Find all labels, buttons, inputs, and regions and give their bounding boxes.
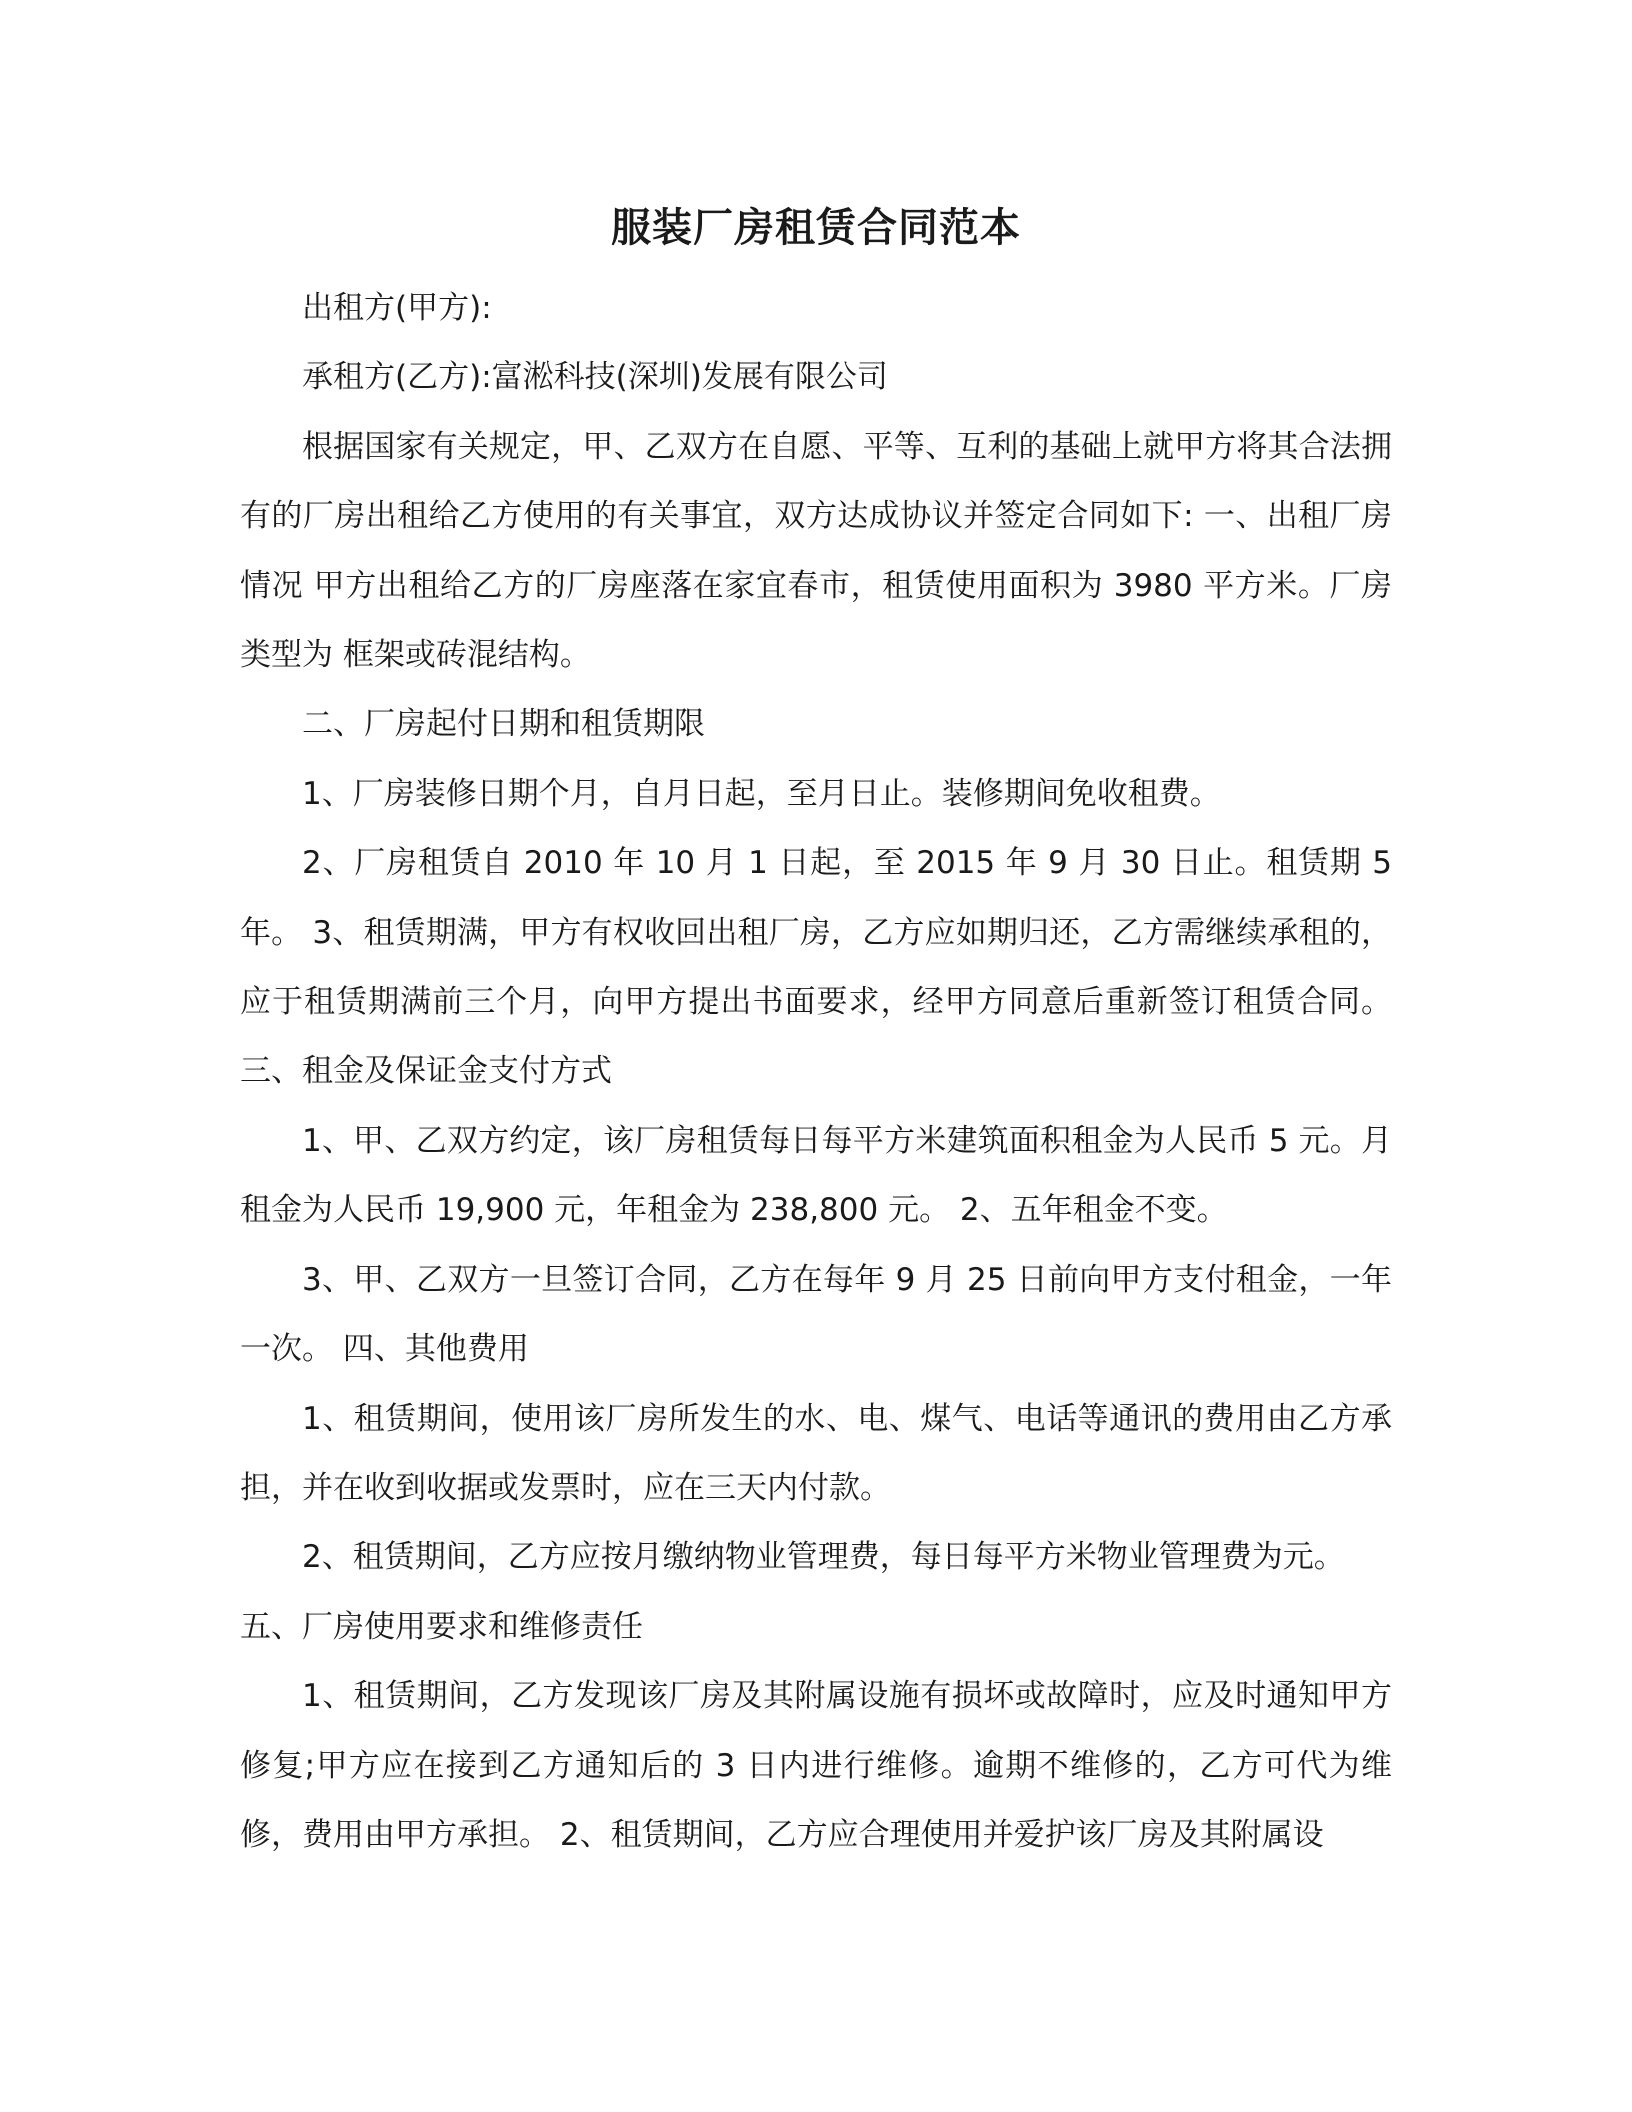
- paragraph-term-1: 1、厂房装修日期个月，自月日起，至月日止。装修期间免收租费。: [302, 775, 1221, 812]
- document-title: 服装厂房租赁合同范本: [611, 205, 1021, 251]
- paragraph-rent-3: 3、甲、乙双方一旦签订合同，乙方在每年 9 月 25 日前向甲方支付租金，一年一次。 四、其他费用: [240, 1261, 1392, 1368]
- document-body: [240, 274, 1392, 1870]
- paragraph-rent-1: 1、甲、乙双方约定，该厂房租赁每日每平方米建筑面积租金为人民币 5 元。月租金为人民币 19,900 元，年租金为 238,800 元。 2、五年租金不变。: [240, 1122, 1392, 1229]
- paragraph-term-2: 2、厂房租赁自 2010 年 10 月 1 日起，至 2015 年 9 月 30 日止。租赁期 5 年。 3、租赁期满，甲方有权收回出租厂房，乙方应如期归还，乙方需继续承租的，应于租赁期满前三个月，向甲方提出书面要求，经甲方同意后重新签订租赁合同。 三、租金及保证金支付方式: [240, 845, 1392, 1090]
- section-heading-term: 二、厂房起付日期和租赁期限: [302, 706, 705, 743]
- paragraph-preamble: 根据国家有关规定，甲、乙双方在自愿、平等、互利的基础上就甲方将其合法拥有的厂房出租给乙方使用的有关事宜，双方达成协议并签定合同如下: 一、出租厂房情况 甲方出租给乙方的厂房座落在家宜春市，租赁使用面积为 3980 平方米。厂房类型为 框架或砖混结构。: [240, 428, 1392, 674]
- paragraph-maintenance-1: 1、租赁期间，乙方发现该厂房及其附属设施有损坏或故障时，应及时通知甲方修复;甲方应在接到乙方通知后的 3 日内进行维修。逾期不维修的，乙方可代为维修，费用由甲方承担。 2、租赁期间，乙方应合理使用并爱护该厂房及其附属设: [240, 1678, 1392, 1853]
- paragraph-lessor: 出租方(甲方):: [302, 290, 492, 326]
- paragraph-lessee: 承租方(乙方):富淞科技(深圳)发展有限公司: [302, 359, 888, 396]
- paragraph-fees-2: 2、租赁期间，乙方应按月缴纳物业管理费，每日每平方米物业管理费为元。: [302, 1539, 1345, 1576]
- section-heading-maintenance: 五、厂房使用要求和维修责任: [240, 1608, 643, 1645]
- paragraph-fees-1: 1、租赁期间，使用该厂房所发生的水、电、煤气、电话等通讯的费用由乙方承担，并在收到收据或发票时，应在三天内付款。: [240, 1400, 1392, 1506]
